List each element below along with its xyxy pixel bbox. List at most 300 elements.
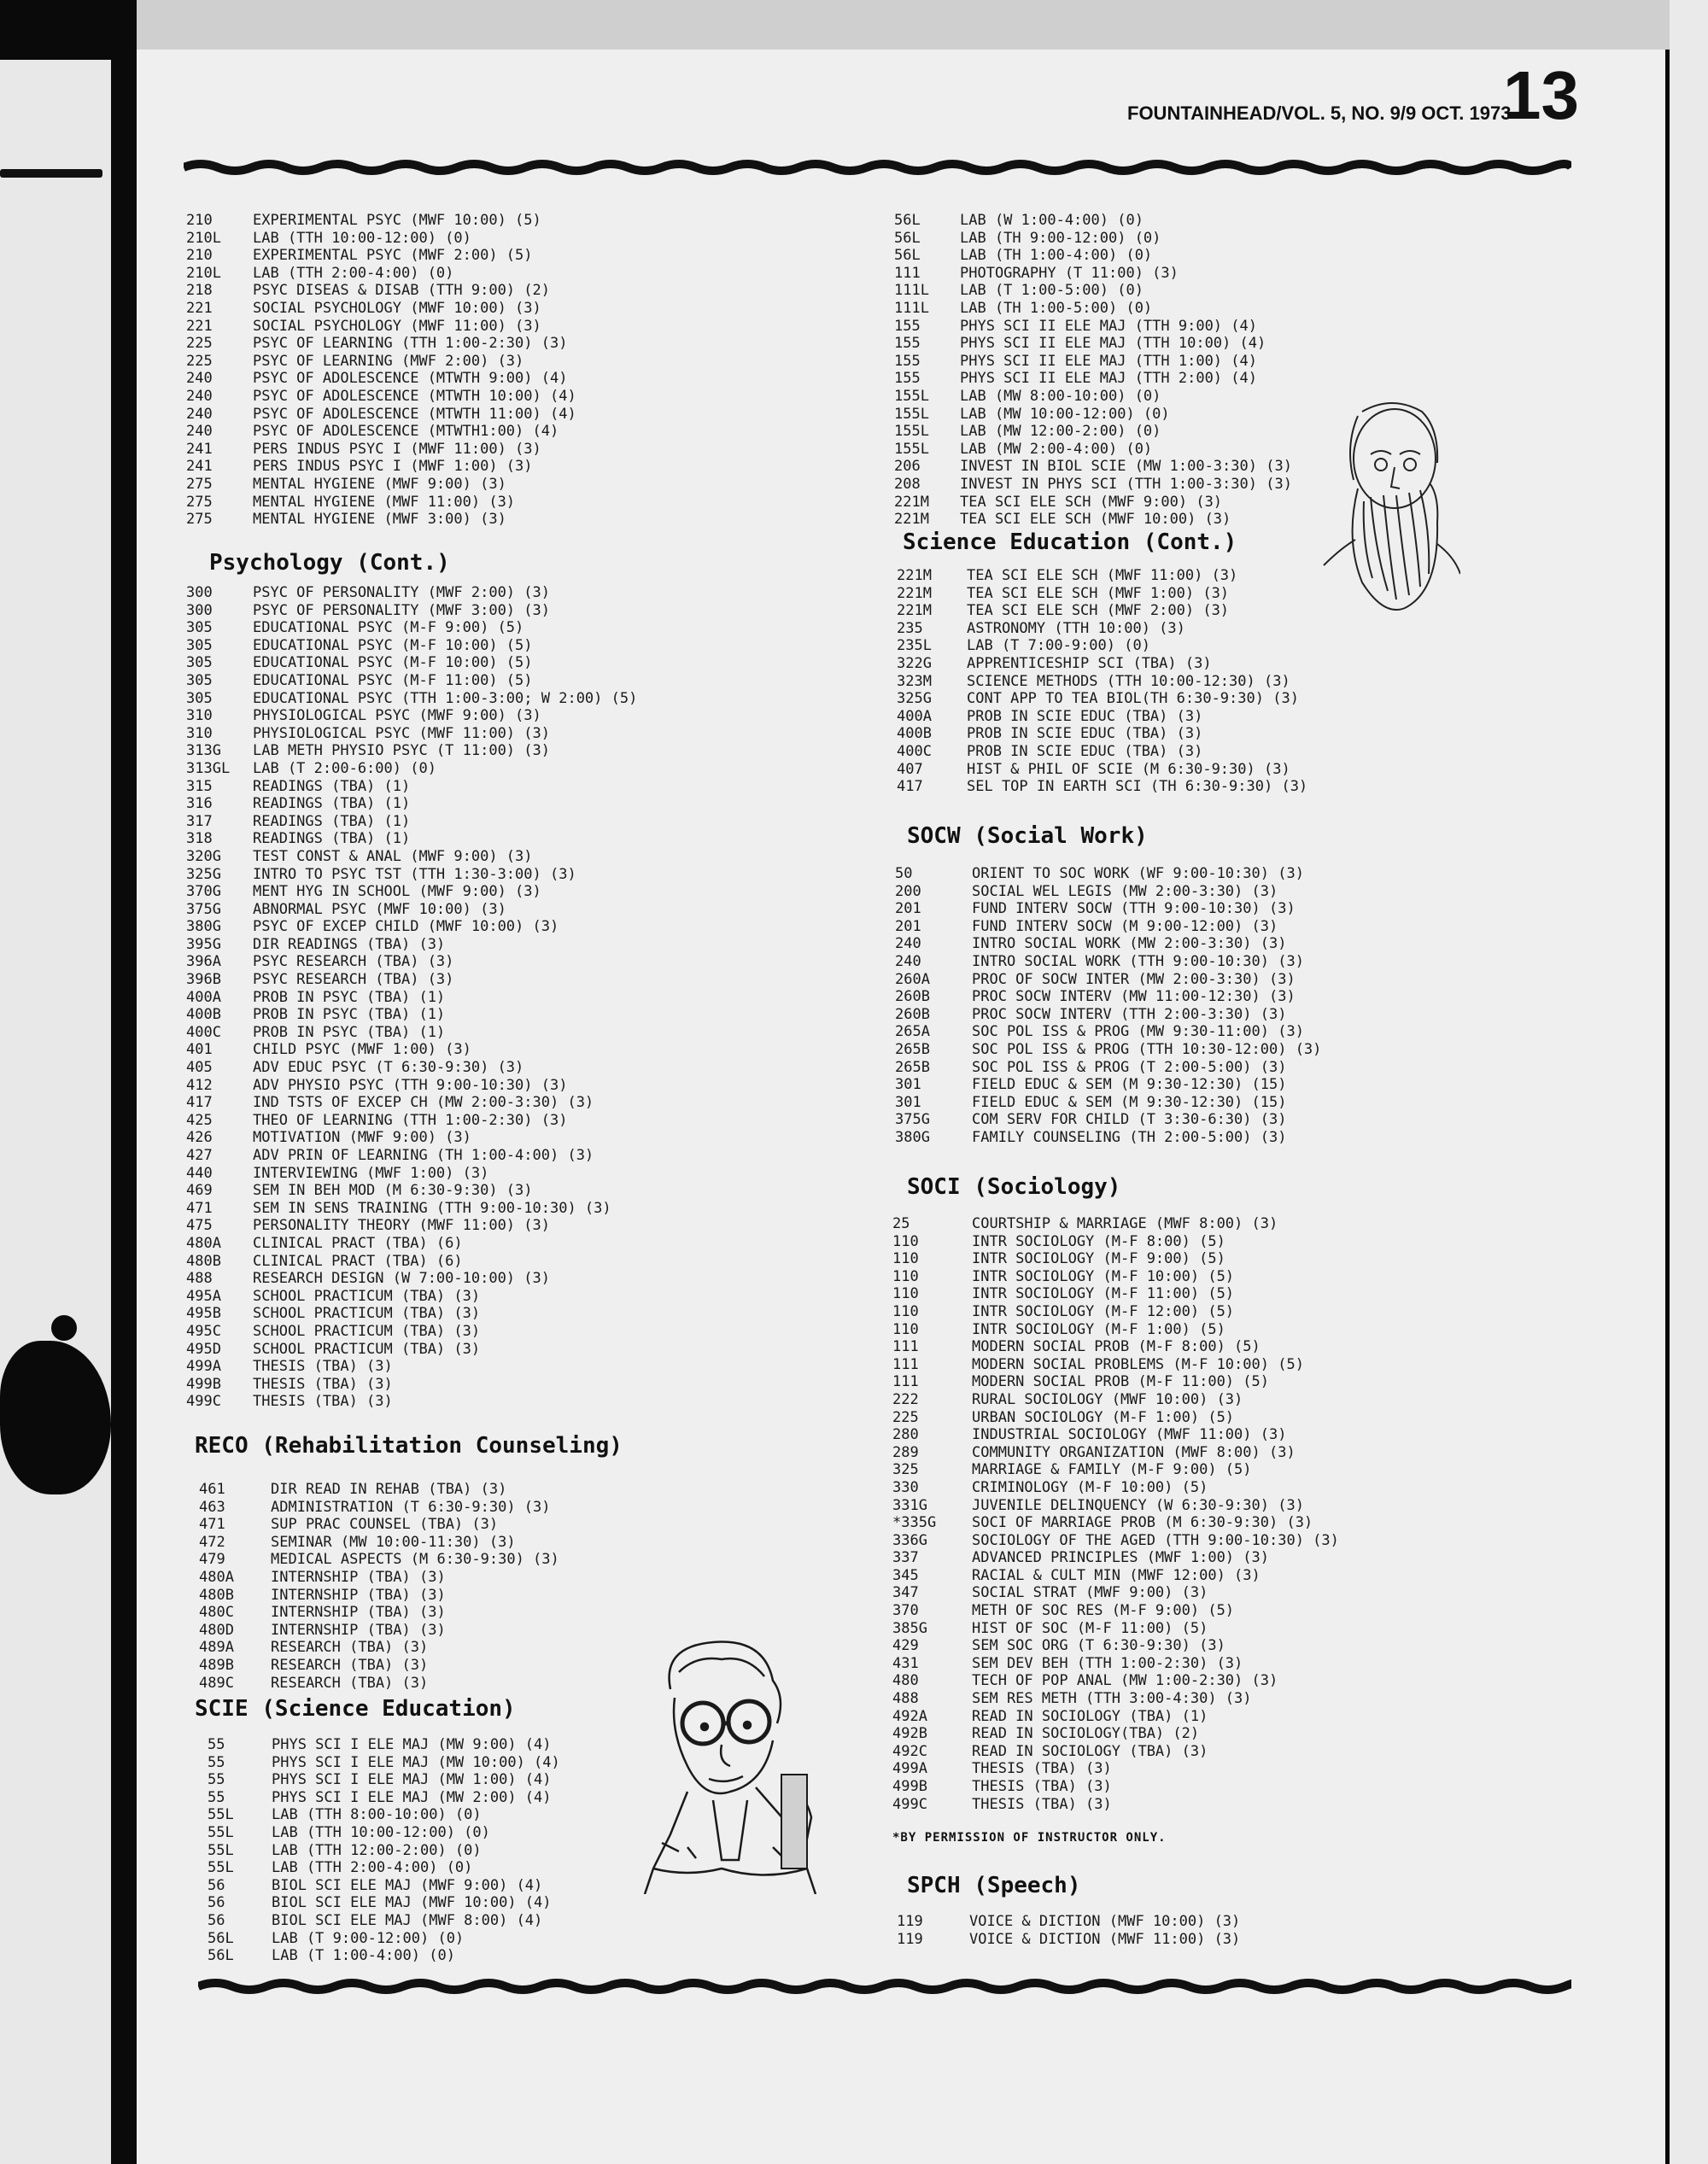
course-row bbox=[186, 212, 576, 230]
course-number: 427 bbox=[186, 1147, 213, 1164]
course-title: COMMUNITY ORGANIZATION (MWF 8:00) (3) bbox=[972, 1443, 1296, 1461]
course-number: 318 bbox=[186, 830, 213, 848]
course-title: ADV PHYSIO PSYC (TTH 9:00-10:30) (3) bbox=[253, 1076, 568, 1094]
course-row bbox=[186, 1288, 637, 1306]
course-number: 300 bbox=[186, 584, 213, 601]
course-title: PHYS SCI II ELE MAJ (TTH 9:00) (4) bbox=[960, 317, 1257, 335]
course-number: 110 bbox=[892, 1232, 919, 1250]
course-title: FIELD EDUC & SEM (M 9:30-12:30) (15) bbox=[972, 1093, 1287, 1111]
course-number: 56L bbox=[894, 229, 921, 247]
course-title: SUP PRAC COUNSEL (TBA) (3) bbox=[271, 1516, 499, 1534]
course-number: 55 bbox=[208, 1753, 225, 1771]
course-title: HIST & PHIL OF SCIE (M 6:30-9:30) (3) bbox=[967, 760, 1290, 778]
course-row bbox=[186, 672, 637, 690]
course-number: 380G bbox=[186, 918, 221, 936]
course-title: INTRO TO PSYC TST (TTH 1:30-3:00) (3) bbox=[253, 865, 576, 883]
course-number: 265B bbox=[895, 1058, 930, 1076]
course-number: 111L bbox=[894, 282, 929, 300]
course-row bbox=[892, 1250, 1339, 1268]
course-title: THESIS (TBA) (3) bbox=[972, 1795, 1112, 1813]
course-number: 235L bbox=[897, 637, 932, 655]
course-row bbox=[895, 865, 1321, 883]
course-number: 56L bbox=[208, 1929, 234, 1947]
course-row bbox=[892, 1215, 1339, 1233]
course-title: EDUCATIONAL PSYC (M-F 10:00) (5) bbox=[253, 636, 533, 654]
course-title: CLINICAL PRACT (TBA) (6) bbox=[253, 1252, 463, 1270]
course-row bbox=[897, 602, 1307, 620]
course-number: 275 bbox=[186, 475, 213, 493]
course-number: 225 bbox=[186, 352, 213, 370]
course-number: 370G bbox=[186, 883, 221, 901]
course-title: SOCIAL PSYCHOLOGY (MWF 11:00) (3) bbox=[253, 317, 541, 335]
course-number: 375G bbox=[895, 1111, 930, 1129]
course-title: BIOL SCI ELE MAJ (MWF 8:00) (4) bbox=[272, 1911, 543, 1929]
psyc-cont-list bbox=[186, 584, 637, 1411]
course-row bbox=[186, 1182, 637, 1200]
bearded-man-illustration bbox=[1311, 395, 1460, 625]
course-title: PROC SOCW INTERV (MW 11:00-12:30) (3) bbox=[972, 988, 1296, 1006]
reco-list bbox=[199, 1481, 559, 1692]
course-title: MENTAL HYGIENE (MWF 9:00) (3) bbox=[253, 475, 506, 493]
course-title: THESIS (TBA) (3) bbox=[972, 1778, 1112, 1795]
course-number: 225 bbox=[186, 335, 213, 353]
course-number: 400A bbox=[186, 988, 221, 1006]
course-number: 330 bbox=[892, 1478, 919, 1496]
course-row bbox=[892, 1725, 1339, 1743]
course-title: TEA SCI ELE SCH (MWF 11:00) (3) bbox=[967, 567, 1238, 584]
course-title: CLINICAL PRACT (TBA) (6) bbox=[253, 1234, 463, 1252]
course-number: 55 bbox=[208, 1771, 225, 1789]
course-number: 480A bbox=[186, 1234, 221, 1252]
course-row bbox=[186, 637, 637, 655]
course-number: 396A bbox=[186, 953, 221, 971]
course-title: VOICE & DICTION (MWF 11:00) (3) bbox=[969, 1930, 1241, 1948]
course-title: ADMINISTRATION (T 6:30-9:30) (3) bbox=[271, 1498, 551, 1516]
course-row bbox=[894, 476, 1292, 494]
course-number: 56L bbox=[894, 247, 921, 265]
course-number: 400B bbox=[897, 725, 932, 743]
course-title: SEL TOP IN EARTH SCI (TH 6:30-9:30) (3) bbox=[967, 778, 1308, 796]
course-row bbox=[186, 1358, 637, 1376]
top-rule bbox=[184, 159, 1571, 176]
course-row bbox=[897, 620, 1307, 638]
course-row bbox=[186, 725, 637, 743]
course-row bbox=[186, 1200, 637, 1218]
course-row bbox=[892, 1497, 1339, 1515]
course-row bbox=[892, 1233, 1339, 1251]
course-title: PSYC OF ADOLESCENCE (MTWTH 10:00) (4) bbox=[253, 387, 576, 405]
course-title: PSYC RESEARCH (TBA) (3) bbox=[253, 971, 454, 989]
course-row bbox=[892, 1356, 1339, 1374]
course-row bbox=[897, 673, 1307, 691]
course-row bbox=[897, 708, 1307, 726]
course-number: 201 bbox=[895, 917, 921, 935]
course-title: SOC POL ISS & PROG (T 2:00-5:00) (3) bbox=[972, 1058, 1287, 1076]
course-number: 310 bbox=[186, 707, 213, 725]
course-title: PSYC OF ADOLESCENCE (MTWTH1:00) (4) bbox=[253, 423, 559, 441]
course-title: SOC POL ISS & PROG (MW 9:30-11:00) (3) bbox=[972, 1023, 1304, 1041]
course-number: 400C bbox=[897, 742, 932, 760]
course-row bbox=[892, 1285, 1339, 1303]
course-number: 155 bbox=[894, 335, 921, 353]
course-title: PROB IN PSYC (TBA) (1) bbox=[253, 1023, 446, 1041]
course-title: FUND INTERV SOCW (M 9:00-12:00) (3) bbox=[972, 917, 1278, 935]
course-title: LAB (TTH 2:00-4:00) (0) bbox=[272, 1859, 473, 1877]
course-row bbox=[186, 1041, 637, 1059]
course-number: 322G bbox=[897, 654, 932, 672]
course-row bbox=[892, 1602, 1339, 1620]
course-row bbox=[186, 989, 637, 1007]
course-number: 201 bbox=[895, 900, 921, 918]
course-row bbox=[199, 1675, 559, 1693]
course-title: TEA SCI ELE SCH (MWF 10:00) (3) bbox=[960, 511, 1231, 529]
course-number: 492A bbox=[892, 1707, 927, 1725]
course-title: EDUCATIONAL PSYC (M-F 11:00) (5) bbox=[253, 671, 533, 689]
course-title: JUVENILE DELINQUENCY (W 6:30-9:30) (3) bbox=[972, 1496, 1304, 1514]
course-number: 240 bbox=[186, 405, 213, 423]
course-row bbox=[186, 866, 637, 884]
course-number: 400C bbox=[186, 1023, 221, 1041]
course-number: 499B bbox=[186, 1375, 221, 1393]
course-number: 480C bbox=[199, 1604, 234, 1622]
course-row bbox=[894, 423, 1292, 441]
course-row bbox=[895, 900, 1321, 918]
course-title: FUND INTERV SOCW (TTH 9:00-10:30) (3) bbox=[972, 900, 1296, 918]
course-row bbox=[208, 1947, 560, 1965]
course-title: PROB IN PSYC (TBA) (1) bbox=[253, 1006, 446, 1024]
course-title: FIELD EDUC & SEM (M 9:30-12:30) (15) bbox=[972, 1076, 1287, 1094]
course-row bbox=[186, 388, 576, 406]
course-title: MEDICAL ASPECTS (M 6:30-9:30) (3) bbox=[271, 1551, 559, 1569]
course-number: 56L bbox=[208, 1947, 234, 1965]
course-number: 56 bbox=[208, 1876, 225, 1894]
course-row bbox=[186, 282, 576, 300]
course-number: 275 bbox=[186, 493, 213, 511]
course-row bbox=[895, 988, 1321, 1006]
course-number: 480B bbox=[186, 1252, 221, 1270]
course-row bbox=[186, 971, 637, 989]
course-title: MENTAL HYGIENE (MWF 11:00) (3) bbox=[253, 493, 516, 511]
course-title: SOC POL ISS & PROG (TTH 10:30-12:00) (3) bbox=[972, 1040, 1322, 1058]
course-number: 208 bbox=[894, 475, 921, 493]
course-number: 315 bbox=[186, 777, 213, 795]
course-title: SCHOOL PRACTICUM (TBA) (3) bbox=[253, 1287, 481, 1305]
course-title: ADV PRIN OF LEARNING (TH 1:00-4:00) (3) bbox=[253, 1147, 594, 1164]
course-row bbox=[186, 335, 576, 353]
course-title: PHYS SCI I ELE MAJ (MW 10:00) (4) bbox=[272, 1753, 560, 1771]
course-number: 50 bbox=[895, 865, 913, 882]
course-title: SEM IN BEH MOD (M 6:30-9:30) (3) bbox=[253, 1182, 533, 1200]
course-number: 489C bbox=[199, 1674, 234, 1692]
course-row bbox=[894, 511, 1292, 529]
course-title: READINGS (TBA) (1) bbox=[253, 795, 411, 813]
course-number: 221M bbox=[897, 602, 932, 620]
course-row bbox=[186, 230, 576, 248]
course-row bbox=[199, 1657, 559, 1675]
course-row bbox=[186, 1376, 637, 1394]
footnote: *BY PERMISSION OF INSTRUCTOR ONLY. bbox=[892, 1831, 1167, 1845]
course-number: 301 bbox=[895, 1076, 921, 1094]
course-title: MODERN SOCIAL PROBLEMS (M-F 10:00) (5) bbox=[972, 1355, 1304, 1373]
course-title: LAB (T 7:00-9:00) (0) bbox=[967, 637, 1150, 655]
course-row bbox=[186, 707, 637, 725]
course-title: INTR SOCIOLOGY (M-F 1:00) (5) bbox=[972, 1320, 1225, 1338]
course-row bbox=[186, 1323, 637, 1341]
course-number: 240 bbox=[895, 935, 921, 953]
course-title: PSYC OF LEARNING (MWF 2:00) (3) bbox=[253, 352, 524, 370]
course-number: 325G bbox=[186, 865, 221, 883]
course-number: 56 bbox=[208, 1911, 225, 1929]
course-title: LAB (T 9:00-12:00) (0) bbox=[272, 1929, 465, 1947]
course-number: 492C bbox=[892, 1742, 927, 1760]
course-title: EDUCATIONAL PSYC (M-F 9:00) (5) bbox=[253, 619, 524, 637]
course-row bbox=[186, 1147, 637, 1165]
course-title: COURTSHIP & MARRIAGE (MWF 8:00) (3) bbox=[972, 1215, 1278, 1232]
course-number: 55 bbox=[208, 1736, 225, 1753]
course-title: SCHOOL PRACTICUM (TBA) (3) bbox=[253, 1322, 481, 1340]
course-row bbox=[186, 778, 637, 796]
course-title: PHYS SCI II ELE MAJ (TTH 10:00) (4) bbox=[960, 335, 1266, 353]
course-title: DIR READINGS (TBA) (3) bbox=[253, 935, 446, 953]
course-number: 119 bbox=[897, 1913, 923, 1930]
course-number: 417 bbox=[186, 1094, 213, 1112]
course-title: THESIS (TBA) (3) bbox=[253, 1358, 393, 1376]
course-row bbox=[892, 1778, 1339, 1796]
scie-heading: SCIE (Science Education) bbox=[195, 1696, 516, 1722]
course-title: LAB (T 1:00-5:00) (0) bbox=[960, 282, 1144, 300]
course-number: 260B bbox=[895, 1005, 930, 1023]
course-title: INTERNSHIP (TBA) (3) bbox=[271, 1586, 446, 1604]
course-title: PSYC DISEAS & DISAB (TTH 9:00) (2) bbox=[253, 282, 550, 300]
course-title: PROB IN PSYC (TBA) (1) bbox=[253, 988, 446, 1006]
course-number: 300 bbox=[186, 601, 213, 619]
course-row bbox=[895, 1023, 1321, 1041]
course-number: 289 bbox=[892, 1443, 919, 1461]
course-number: 210L bbox=[186, 264, 221, 282]
course-row bbox=[186, 1217, 637, 1235]
course-title: INTERVIEWING (MWF 1:00) (3) bbox=[253, 1164, 489, 1182]
course-row bbox=[892, 1655, 1339, 1673]
course-row bbox=[894, 406, 1292, 424]
course-row bbox=[897, 585, 1307, 603]
course-title: PSYC OF ADOLESCENCE (MTWTH 9:00) (4) bbox=[253, 370, 568, 388]
course-row bbox=[892, 1672, 1339, 1690]
course-row bbox=[199, 1516, 559, 1534]
course-title: PSYC OF ADOLESCENCE (MTWTH 11:00) (4) bbox=[253, 405, 576, 423]
course-number: 210 bbox=[186, 247, 213, 265]
right-page-edge bbox=[1670, 0, 1708, 2164]
bespectacled-man-illustration bbox=[636, 1638, 837, 1894]
course-number: 55L bbox=[208, 1823, 234, 1841]
course-number: 499C bbox=[186, 1393, 221, 1411]
course-row bbox=[892, 1409, 1339, 1427]
course-row bbox=[892, 1743, 1339, 1761]
course-row bbox=[186, 1059, 637, 1077]
course-row bbox=[894, 494, 1292, 512]
facing-page-rule bbox=[0, 169, 102, 178]
course-row bbox=[186, 1305, 637, 1323]
course-title: BIOL SCI ELE MAJ (MWF 9:00) (4) bbox=[272, 1876, 543, 1894]
course-row bbox=[894, 458, 1292, 476]
course-row bbox=[208, 1824, 560, 1842]
course-title: TEST CONST & ANAL (MWF 9:00) (3) bbox=[253, 847, 533, 865]
course-row bbox=[897, 655, 1307, 673]
course-row bbox=[894, 370, 1292, 388]
course-title: SEM SOC ORG (T 6:30-9:30) (3) bbox=[972, 1637, 1225, 1655]
course-row bbox=[897, 567, 1307, 585]
course-title: SCHOOL PRACTICUM (TBA) (3) bbox=[253, 1340, 481, 1358]
course-row bbox=[199, 1622, 559, 1640]
course-row bbox=[892, 1760, 1339, 1778]
course-number: 111L bbox=[894, 299, 929, 317]
ink-blot-small bbox=[51, 1315, 77, 1341]
course-row bbox=[895, 1006, 1321, 1024]
course-title: LAB (MW 12:00-2:00) (0) bbox=[960, 423, 1161, 441]
scie-cont-list bbox=[897, 567, 1307, 796]
course-number: 110 bbox=[892, 1250, 919, 1268]
course-title: CHILD PSYC (MWF 1:00) (3) bbox=[253, 1041, 471, 1059]
course-number: 110 bbox=[892, 1302, 919, 1320]
course-row bbox=[186, 848, 637, 866]
course-number: 407 bbox=[897, 760, 923, 778]
course-number: 305 bbox=[186, 671, 213, 689]
course-title: DIR READ IN REHAB (TBA) (3) bbox=[271, 1481, 507, 1498]
course-row bbox=[892, 1303, 1339, 1321]
course-number: 241 bbox=[186, 458, 213, 476]
course-row bbox=[186, 353, 576, 371]
course-title: EXPERIMENTAL PSYC (MWF 2:00) (5) bbox=[253, 247, 533, 265]
course-title: FAMILY COUNSELING (TH 2:00-5:00) (3) bbox=[972, 1128, 1287, 1146]
course-row bbox=[894, 300, 1292, 318]
course-title: INTR SOCIOLOGY (M-F 8:00) (5) bbox=[972, 1232, 1225, 1250]
course-number: 417 bbox=[897, 778, 923, 796]
scie-list bbox=[208, 1736, 560, 1965]
course-title: APPRENTICESHIP SCI (TBA) (3) bbox=[967, 654, 1212, 672]
course-row bbox=[892, 1514, 1339, 1532]
course-number: 495B bbox=[186, 1305, 221, 1323]
course-row bbox=[186, 265, 576, 283]
course-number: 401 bbox=[186, 1041, 213, 1059]
course-number: 235 bbox=[897, 619, 923, 637]
course-title: LAB (MW 8:00-10:00) (0) bbox=[960, 387, 1161, 405]
course-title: PHYS SCI II ELE MAJ (TTH 2:00) (4) bbox=[960, 370, 1257, 388]
course-row bbox=[892, 1479, 1339, 1497]
course-number: 471 bbox=[186, 1199, 213, 1217]
course-number: 499A bbox=[186, 1358, 221, 1376]
course-row bbox=[892, 1268, 1339, 1286]
course-title: READINGS (TBA) (1) bbox=[253, 812, 411, 830]
course-title: PSYC OF LEARNING (TTH 1:00-2:30) (3) bbox=[253, 335, 568, 353]
course-title: MOTIVATION (MWF 9:00) (3) bbox=[253, 1129, 471, 1147]
socw-heading: SOCW (Social Work) bbox=[907, 823, 1148, 849]
course-number: 395G bbox=[186, 935, 221, 953]
course-title: MODERN SOCIAL PROB (M-F 11:00) (5) bbox=[972, 1373, 1269, 1391]
course-number: 471 bbox=[199, 1516, 225, 1534]
course-row bbox=[186, 1341, 637, 1359]
course-row bbox=[894, 441, 1292, 459]
spch-list bbox=[897, 1913, 1240, 1948]
course-number: 305 bbox=[186, 689, 213, 707]
course-title: THESIS (TBA) (3) bbox=[253, 1375, 393, 1393]
course-number: 463 bbox=[199, 1498, 225, 1516]
course-row bbox=[892, 1444, 1339, 1462]
course-title: READ IN SOCIOLOGY(TBA) (2) bbox=[972, 1725, 1200, 1743]
course-title: ASTRONOMY (TTH 10:00) (3) bbox=[967, 619, 1185, 637]
course-number: 119 bbox=[897, 1930, 923, 1948]
course-number: 499A bbox=[892, 1760, 927, 1778]
course-row bbox=[892, 1690, 1339, 1708]
course-title: PHOTOGRAPHY (T 11:00) (3) bbox=[960, 264, 1179, 282]
scie-list-top bbox=[894, 212, 1292, 529]
course-title: LAB (MW 2:00-4:00) (0) bbox=[960, 440, 1153, 458]
course-title: SOCI OF MARRIAGE PROB (M 6:30-9:30) (3) bbox=[972, 1514, 1313, 1532]
course-number: 479 bbox=[199, 1551, 225, 1569]
course-title: PROB IN SCIE EDUC (TBA) (3) bbox=[967, 742, 1203, 760]
course-title: LAB (TTH 10:00-12:00) (0) bbox=[272, 1823, 490, 1841]
course-row bbox=[199, 1587, 559, 1605]
course-number: 336G bbox=[892, 1531, 927, 1549]
course-number: 472 bbox=[199, 1533, 225, 1551]
course-row bbox=[186, 1094, 637, 1112]
course-row bbox=[892, 1620, 1339, 1638]
course-title: PROB IN SCIE EDUC (TBA) (3) bbox=[967, 707, 1203, 725]
course-row bbox=[895, 935, 1321, 953]
course-title: SOCIAL PSYCHOLOGY (MWF 10:00) (3) bbox=[253, 299, 541, 317]
course-title: INTERNSHIP (TBA) (3) bbox=[271, 1568, 446, 1586]
course-row bbox=[186, 494, 576, 512]
course-row bbox=[208, 1930, 560, 1948]
top-shadow bbox=[137, 0, 1670, 50]
course-row bbox=[186, 423, 576, 441]
course-row bbox=[895, 918, 1321, 936]
course-title: LAB (T 2:00-6:00) (0) bbox=[253, 759, 436, 777]
course-row bbox=[895, 1094, 1321, 1112]
course-title: LAB (MW 10:00-12:00) (0) bbox=[960, 405, 1170, 423]
course-title: THESIS (TBA) (3) bbox=[972, 1760, 1112, 1778]
course-title: READ IN SOCIOLOGY (TBA) (1) bbox=[972, 1707, 1208, 1725]
course-number: 480B bbox=[199, 1586, 234, 1604]
soci-list bbox=[892, 1215, 1339, 1813]
course-number: 385G bbox=[892, 1619, 927, 1637]
course-title: PSYC RESEARCH (TBA) (3) bbox=[253, 953, 454, 971]
course-row bbox=[186, 511, 576, 529]
course-number: 488 bbox=[892, 1690, 919, 1708]
course-row bbox=[892, 1461, 1339, 1479]
course-row bbox=[208, 1754, 560, 1772]
course-row bbox=[199, 1499, 559, 1517]
course-title: PHYS SCI II ELE MAJ (TTH 1:00) (4) bbox=[960, 352, 1257, 370]
course-row bbox=[208, 1877, 560, 1895]
course-number: 431 bbox=[892, 1654, 919, 1672]
course-number: 55L bbox=[208, 1806, 234, 1824]
course-number: 313G bbox=[186, 742, 221, 760]
course-number: 405 bbox=[186, 1059, 213, 1077]
course-title: PERS INDUS PSYC I (MWF 11:00) (3) bbox=[253, 440, 541, 458]
course-number: 206 bbox=[894, 458, 921, 476]
course-number: 56 bbox=[208, 1894, 225, 1912]
course-number: 325G bbox=[897, 690, 932, 708]
masthead: FOUNTAINHEAD/VOL. 5, NO. 9/9 OCT. 1973 bbox=[1127, 102, 1512, 124]
course-number: 221M bbox=[894, 511, 929, 529]
course-number: 240 bbox=[895, 952, 921, 970]
course-title: SEMINAR (MW 10:00-11:30) (3) bbox=[271, 1533, 516, 1551]
course-title: TEA SCI ELE SCH (MWF 2:00) (3) bbox=[967, 602, 1230, 620]
course-title: LAB METH PHYSIO PSYC (T 11:00) (3) bbox=[253, 742, 550, 760]
psyc-cont-heading: Psychology (Cont.) bbox=[209, 550, 450, 576]
course-row bbox=[186, 901, 637, 919]
course-number: 305 bbox=[186, 636, 213, 654]
course-title: ORIENT TO SOC WORK (WF 9:00-10:30) (3) bbox=[972, 865, 1304, 882]
